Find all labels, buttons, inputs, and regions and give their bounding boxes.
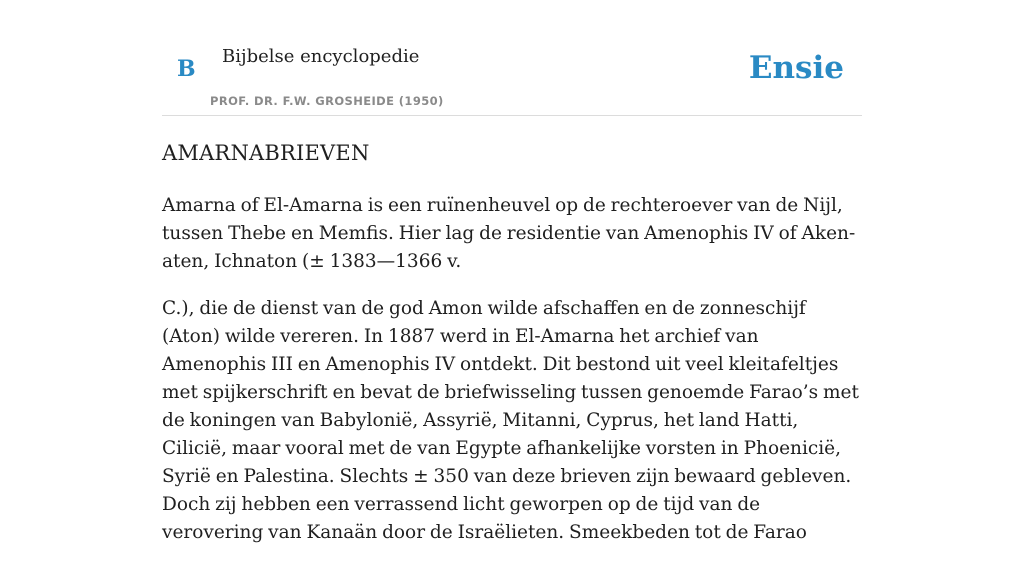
article-body xyxy=(162,192,862,566)
book-icon[interactable]: B xyxy=(177,56,196,82)
book-author: PROF. DR. F.W. GROSHEIDE (1950) xyxy=(210,94,444,108)
book-title[interactable]: Bijbelse encyclopedie xyxy=(222,46,420,67)
article-paragraph: Amarna of El-Amarna is een ruïnenheuvel op de rechteroever van de Nijl, tussen Thebe en Memfis. Hier lag de residentie van Amenophis IV of Aken-aten, Ichnaton (± 1383—1366 v. xyxy=(162,195,856,272)
page-header xyxy=(162,0,862,116)
ensie-logo[interactable]: Ensie xyxy=(748,50,844,86)
article-paragraph: C.), die de dienst van de god Amon wilde afschaffen en de zonneschijf (Aton) wilde vereren. In 1887 werd in El-Amarna het archief van Amenophis III en Amenophis IV ontdekt. Dit bestond uit veel kleitafeltjes met spijkerschrift en bevat de briefwisseling tussen genoemde Farao’s met de koningen van Babylonië, Assyrië, Mitanni, Cyprus, het land Hatti, Cilicië, maar vooral met de van Egypte afhankelijke vorsten in Phoenicië, Syrië en Palestina. Slechts ± 350 van deze brieven zijn bewaard gebleven. Doch zij hebben een verrassend licht geworpen op de tijd van de verovering van Kanaän door de Israëlieten. Smeekbeden tot de Farao xyxy=(162,298,859,543)
article-title: AMARNABRIEVEN xyxy=(162,141,370,165)
